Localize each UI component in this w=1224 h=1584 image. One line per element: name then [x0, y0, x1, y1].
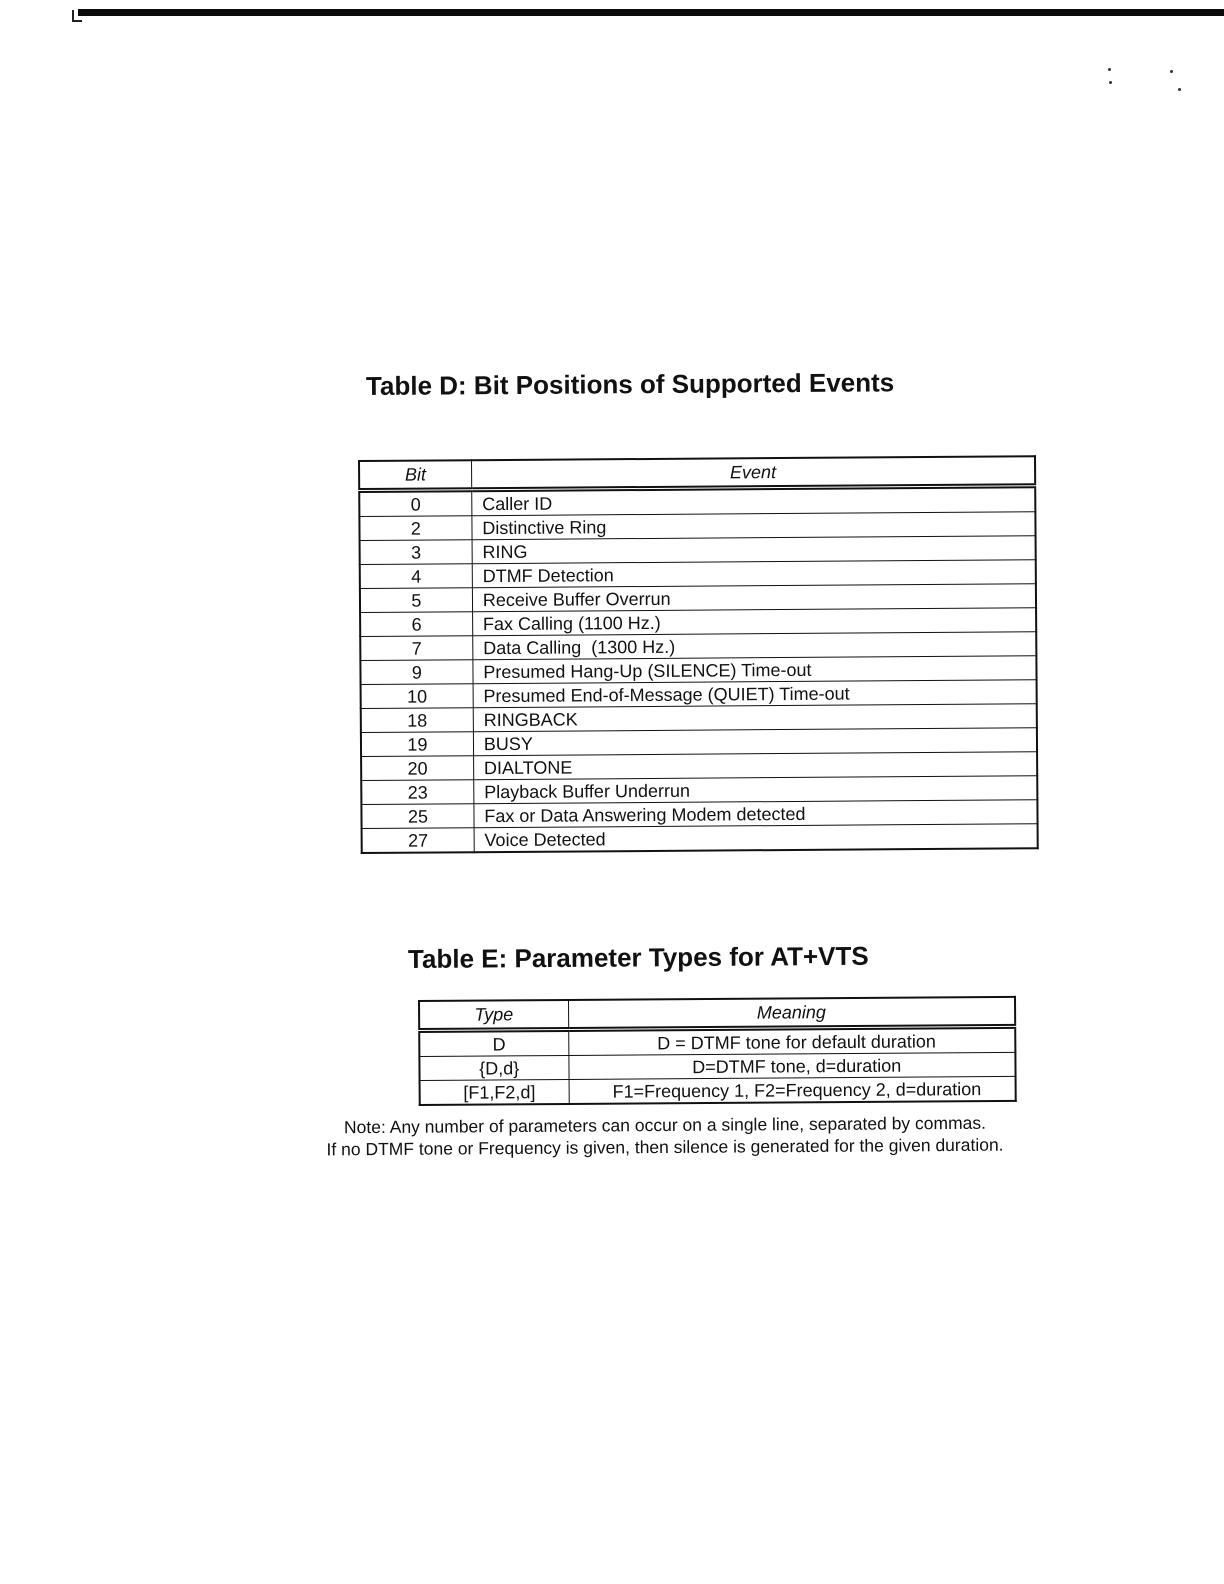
- bit-cell: 2: [359, 516, 472, 541]
- table-d-title: Table D: Bit Positions of Supported Events: [365, 367, 895, 401]
- column-header-type: Type: [419, 1000, 568, 1031]
- event-cell: Fax or Data Answering Modem detected: [474, 800, 1038, 828]
- bit-cell: 5: [360, 588, 473, 613]
- column-header-event: Event: [471, 456, 1035, 489]
- event-cell: Distinctive Ring: [472, 512, 1036, 540]
- event-cell: Caller ID: [472, 486, 1036, 516]
- type-cell: [F1,F2,d]: [420, 1079, 569, 1105]
- bit-cell: 7: [360, 636, 473, 661]
- note-line-2: If no DTMF tone or Frequency is given, then silence is generated for the given duration.: [326, 1134, 1004, 1160]
- column-header-bit: Bit: [359, 460, 472, 490]
- bit-cell: 20: [361, 756, 474, 781]
- bit-cell: 6: [360, 612, 473, 637]
- table-e: [418, 996, 1017, 1106]
- bit-cell: 18: [361, 708, 474, 733]
- type-cell: D: [419, 1029, 568, 1056]
- table-e-title: Table E: Parameter Types for AT+VTS: [407, 940, 869, 974]
- bit-cell: 23: [361, 780, 474, 805]
- event-cell: Fax Calling (1100 Hz.): [472, 608, 1036, 636]
- event-cell: BUSY: [473, 728, 1037, 756]
- meaning-cell: D=DTMF tone, d=duration: [568, 1052, 1015, 1079]
- event-cell: Presumed Hang-Up (SILENCE) Time-out: [473, 656, 1037, 684]
- table-d: [358, 455, 1039, 854]
- scan-top-border: [78, 9, 1224, 16]
- bit-cell: 3: [360, 540, 473, 565]
- table-row: [362, 824, 1038, 853]
- bit-cell: 10: [361, 684, 474, 709]
- event-cell: Voice Detected: [474, 824, 1038, 852]
- bit-cell: 25: [361, 804, 474, 829]
- meaning-cell: F1=Frequency 1, F2=Frequency 2, d=duration: [569, 1076, 1016, 1104]
- type-cell: {D,d}: [419, 1055, 568, 1080]
- bit-cell: 9: [360, 660, 473, 685]
- table-header-row: [419, 997, 1015, 1031]
- event-cell: Presumed End-of-Message (QUIET) Time-out: [473, 680, 1037, 708]
- scan-speck: [1170, 70, 1173, 73]
- event-cell: Playback Buffer Underrun: [474, 776, 1038, 804]
- bit-cell: 4: [360, 564, 473, 589]
- table-row: [420, 1076, 1016, 1105]
- scan-speck: [1108, 68, 1111, 71]
- event-cell: RING: [472, 536, 1036, 564]
- event-cell: DTMF Detection: [472, 560, 1036, 588]
- event-cell: Receive Buffer Overrun: [472, 584, 1036, 612]
- scan-speck: [1109, 81, 1112, 84]
- bit-cell: 0: [359, 490, 472, 517]
- bit-cell: 19: [361, 732, 474, 757]
- bit-cell: 27: [362, 828, 475, 853]
- table-header-row: [359, 456, 1035, 490]
- column-header-meaning: Meaning: [568, 997, 1015, 1030]
- scan-speck: [1178, 88, 1181, 91]
- event-cell: DIALTONE: [473, 752, 1037, 780]
- note-line-1: Note: Any number of parameters can occur on a single line, separated by commas.: [343, 1112, 987, 1138]
- meaning-cell: D = DTMF tone for default duration: [568, 1026, 1015, 1055]
- event-cell: RINGBACK: [473, 704, 1037, 732]
- event-cell: Data Calling (1300 Hz.): [473, 632, 1037, 660]
- table-row: [419, 1026, 1015, 1056]
